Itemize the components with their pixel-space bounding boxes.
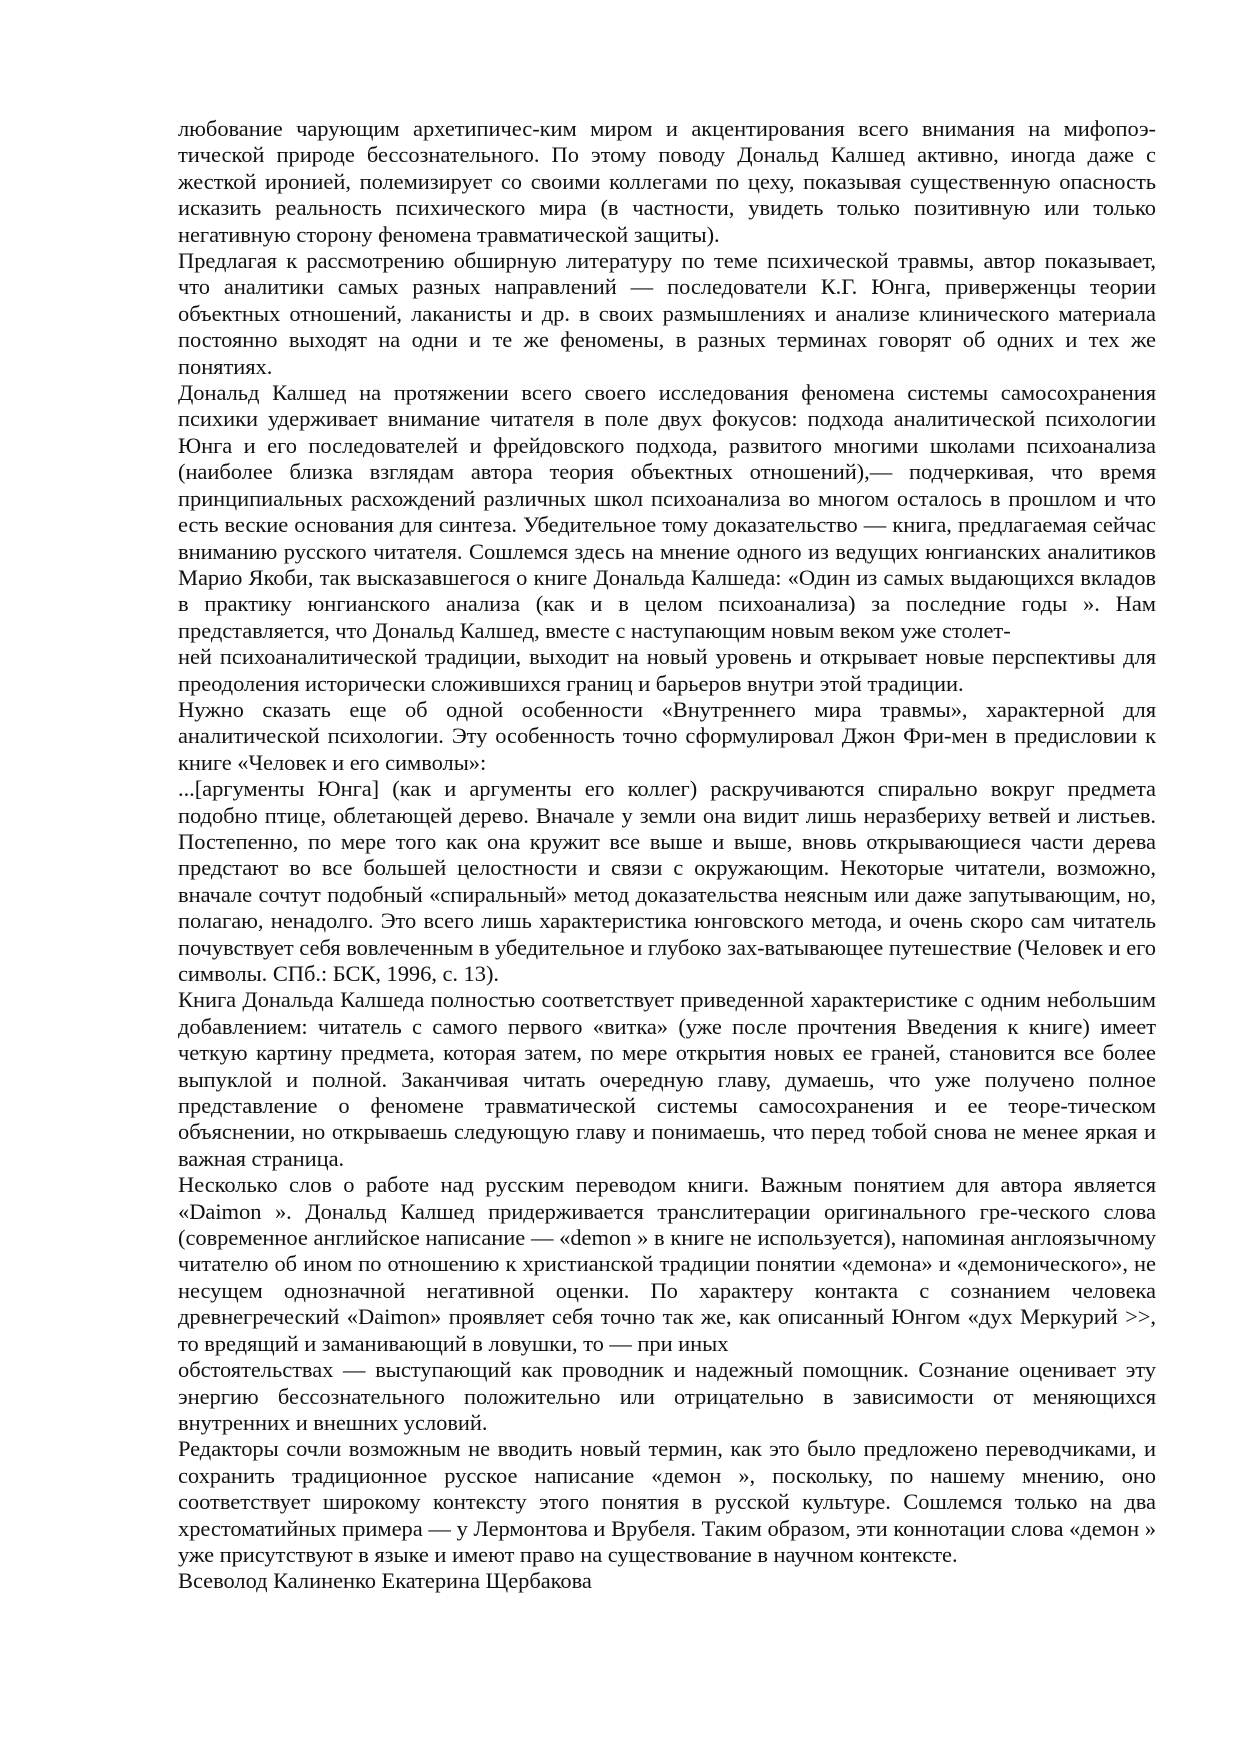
paragraph-9: обстоятельствах — выступающий как проводник и надежный помощник. Сознание оценивает эту энергию бессознательного положительно или отрицательно в зависимости от меняющихся внутренних и внешних условий. [178,1357,1156,1435]
quote-paragraph: ...[аргументы Юнга] (как и аргументы его коллег) раскручиваются спирально вокруг предмета подобно птице, облетающей дерево. Вначале у земли она видит лишь неразбериху ветвей и листьев. Постепенно, по мере того как она кружит все выше и выше, вновь открывающиеся части дерева предстают во все большей целостности и связи с окружающим. Некоторые читатели, возможно, вначале сочтут подобный «спиральный» метод доказательства неясным или даже запутывающим, но, полагаю, ненадолго. Это всего лишь характеристика юнговского метода, и очень скоро сам читатель почувствует себя вовлеченным в убедительное и глубоко зах-ватывающее путешествие (Человек и его символы. СПб.: БСК, 1996, с. 13). [178,776,1156,986]
paragraph-7: Книга Дональда Калшеда полностью соответствует приведенной характеристике с одним небольшим добавлением: читатель с самого первого «витка» (уже после прочтения Введения к книге) имеет четкую картину предмета, которая затем, по мере открытия новых ее граней, становится все более выпуклой и полной. Заканчивая читать очередную главу, думаешь, что уже получено полное представление о феномене травматической системы самосохранения и ее теоре-тическом объяснении, но открываешь следующую главу и понимаешь, что перед тобой снова не менее яркая и важная страница. [178,987,1156,1171]
author-signature: Всеволод Калиненко Екатерина Щербакова [178,1568,592,1594]
paragraph-5: Нужно сказать еще об одной особенности «Внутреннего мира травмы», характерной для аналитической психологии. Эту особенность точно сформулировал Джон Фри-мен в предисловии к книге «Человек и его символы»: [178,696,1156,775]
paragraph-3: Дональд Калшед на протяжении всего своего исследования феномена системы самосохранения психики удерживает внимание читателя в поле двух фокусов: подхода аналитической психологии Юнга и его последователей и фрейдовского подхода, развитого многими школами психоанализа (наиболее близка взглядам автора теория объектных отношений),— подчеркивая, что время принципиальных расхождений различных школ психоанализа во многом осталось в прошлом и что есть веские основания для синтеза. Убедительное тому доказательство — книга, предлагаемая сейчас вниманию русского читателя. Сошлемся здесь на мнение одного из ведущих юнгианских аналитиков Марио Якоби, так высказавшегося о книге Дональда Калшеда: «Один из самых выдающихся вкладов в практику юнгианского анализа (как и в целом психоанализа) за последние годы ». Нам представляется, что Дональд Калшед, вместе с наступающим новым веком уже столет- [178,380,1156,643]
paragraph-8: Несколько слов о работе над русским переводом книги. Важным понятием для автора является «Daimon ». Дональд Калшед придерживается транслитерации оригинального гре-ческого слова (современное английское написание — «demon » в книге не используется), напоминая англоязычному читателю об ином по отношению к христианской традиции понятии «демона» и «демонического», не несущем однозначной негативной оценки. По характеру контакта с сознанием человека древнегреческий «Daimon» проявляет себя точно так же, как описанный Юнгом «дух Меркурий >>, то вредящий и заманивающий в ловушки, то — при иных [178,1172,1156,1356]
paragraph-2: Предлагая к рассмотрению обширную литературу по теме психической травмы, автор показывает, что аналитики самых разных направлений — последователи К.Г. Юнга, приверженцы теории объектных отношений, лаканисты и др. в своих размышлениях и анализе клинического материала постоянно выходят на одни и те же феномены, в разных терминах говорят об одних и тех же понятиях. [178,248,1156,379]
paragraph-10: Редакторы сочли возможным не вводить новый термин, как это было предложено переводчиками, и сохранить традиционное русское написание «демон », поскольку, по нашему мнению, оно соответствует широкому контексту этого понятия в русской культуре. Сошлемся только на два хрестоматийных примера — у Лермонтова и Врубеля. Таким образом, эти коннотации слова «демон » уже присутствуют в языке и имеют право на существование в научном контексте. [178,1436,1156,1567]
document-page [178,116,1156,1595]
paragraph-4: ней психоаналитической традиции, выходит на новый уровень и открывает новые перспективы для преодоления исторически сложившихся границ и барьеров внутри этой традиции. [178,644,1156,696]
paragraph-1: любование чарующим архетипичес-ким миром и акцентирования всего внимания на мифопоэ-тической природе бессознательного. По этому поводу Дональд Калшед активно, иногда даже с жесткой иронией, полемизирует со своими коллегами по цеху, показывая существенную опасность исказить реальность психического мира (в частности, увидеть только позитивную или только негативную сторону феномена травматической защиты). [178,116,1156,247]
